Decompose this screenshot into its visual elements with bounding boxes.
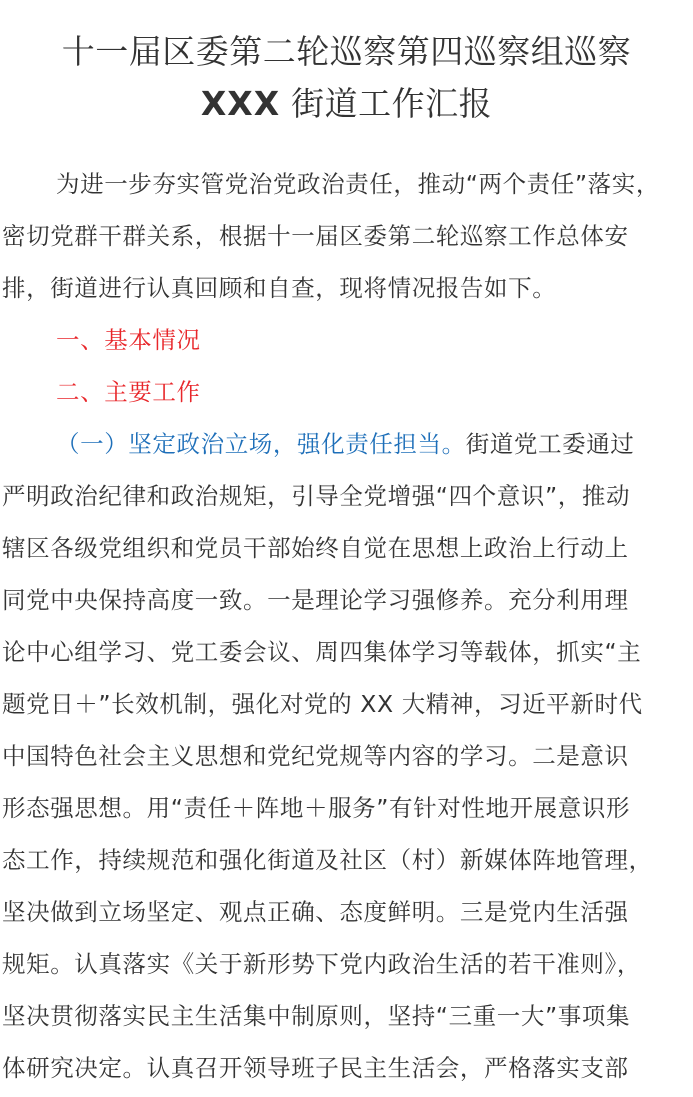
- intro-line-1: 为进一步夯实管党治党政治责任，推动“两个责任”落实，: [56, 170, 660, 198]
- sub1-line-6: 中国特色社会主义思想和党纪党规等内容的学习。二是意识: [2, 742, 629, 770]
- sub1-line-7: 形态强思想。用“责任＋阵地＋服务”有针对性地开展意识形: [2, 794, 631, 822]
- sub1-heading: （一）坚定政治立场，强化责任担当。: [56, 430, 466, 458]
- sub1-line-12: 体研究决定。认真召开领导班子民主生活会，严格落实支部: [2, 1054, 629, 1082]
- intro-line-3: 排，街道进行认真回顾和自查，现将情况报告如下。: [2, 274, 557, 302]
- sub1-line-8: 态工作，持续规范和强化街道及社区（村）新媒体阵地管理，: [2, 846, 653, 874]
- sub1-line-5: 题党日＋”长效机制，强化对党的 XX 大精神，习近平新时代: [2, 690, 643, 718]
- sub1-line-1: 严明政治纪律和政治规矩，引导全党增强“四个意识”，推动: [2, 482, 631, 510]
- sub1-line-10: 规矩。认真落实《关于新形势下党内政治生活的若干准则》，: [2, 950, 641, 978]
- title-bold-xxx: XXX: [200, 84, 281, 123]
- sub1-first-tail: 街道党工委通过: [465, 430, 635, 458]
- section-heading-main-work: 二、主要工作: [56, 378, 201, 406]
- sub1-line-2: 辖区各级党组织和党员干部始终自觉在思想上政治上行动上: [2, 534, 629, 562]
- title-line-2: [0, 78, 693, 130]
- sub1-first-line: [56, 418, 693, 470]
- sub1-line-3: 同党中央保持高度一致。一是理论学习强修养。充分利用理: [2, 586, 629, 614]
- section-heading-basic: 一、基本情况: [56, 326, 201, 354]
- title-line-2-rest: 街道工作汇报: [280, 84, 493, 123]
- title-line-1: 十一届区委第二轮巡察第四巡察组巡察: [61, 32, 632, 71]
- sub1-line-4: 论中心组学习、党工委会议、周四集体学习等载体，抓实“主: [2, 638, 642, 666]
- sub1-line-11: 坚决贯彻落实民主生活集中制原则，坚持“三重一大”事项集: [2, 1002, 631, 1030]
- intro-line-2: 密切党群干群关系，根据十一届区委第二轮巡察工作总体安: [2, 222, 629, 250]
- sub1-line-9: 坚决做到立场坚定、观点正确、态度鲜明。三是党内生活强: [2, 898, 629, 926]
